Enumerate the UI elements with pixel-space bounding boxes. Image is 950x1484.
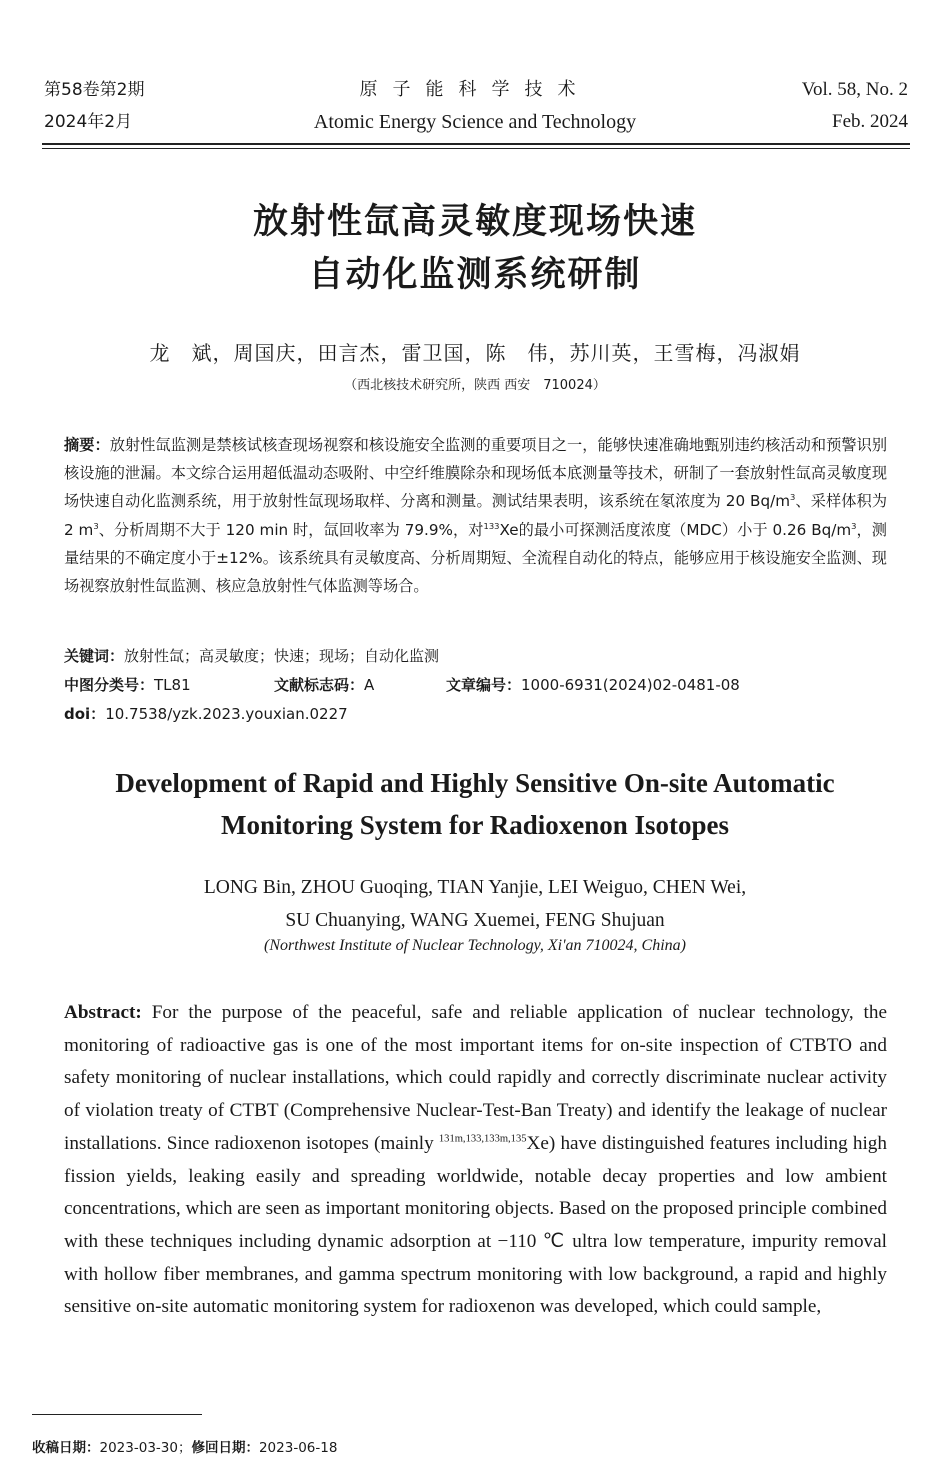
superscript: 3 xyxy=(851,520,857,531)
revised-date: 2023-06-18 xyxy=(258,1440,338,1456)
abstract-cn-text: 放射性氙监测是禁核试核查现场视察和核设施安全监测的重要项目之一，能够快速准确地甄别违约核活动和预警识别核设施的泄漏。本文综合运用超低温动态吸附、中空纤维膜除杂和现场低本底测量等技术，研制了一套放射性氙高灵敏度现场快速自动化监测系统，用于放射性氙现场取样、分离和测量。测试结果表明，该系统在氡浓度为 20 Bq/m xyxy=(64,436,888,511)
clc-label: 中图分类号： xyxy=(64,676,155,694)
abstract-en-text: Xe) have distinguished features including high fission yields, leaking easily and spreading worldwide, notable decay properties and low ambient concentrations, which are seen as important monitoring objects. Based on the proposed principle combined with these techniques including dynamic adsorption at −110 ℃ ultra low temperature, impurity removal with hollow fiber membranes, and gamma spectrum monitoring with low background, a rapid and highly sensitive on-site automatic monitoring system for radioxenon was developed, which could sample, xyxy=(64,1132,887,1318)
article-no-label: 文章编号： xyxy=(446,676,522,694)
abstract-cn-text: 、采样体积为 2 m xyxy=(64,492,888,539)
doc-code-value: A xyxy=(364,676,375,694)
abstract-cn-label: 摘要： xyxy=(64,436,110,454)
doc-code-item xyxy=(274,674,446,695)
superscript: 3 xyxy=(93,520,99,531)
superscript: 3 xyxy=(790,492,796,503)
clc-value: TL81 xyxy=(154,676,191,694)
doi-value: 10.7538/yzk.2023.youxian.0227 xyxy=(105,705,348,723)
title-cn-line2: 自动化监测系统研制 xyxy=(308,255,642,295)
abstract-cn xyxy=(64,431,887,600)
received-date: 2023-03-30 xyxy=(99,1440,178,1456)
authors-en xyxy=(0,871,950,937)
footnote xyxy=(32,1436,337,1456)
affiliation-en: (Northwest Institute of Nuclear Technology, Xi'an 710024, China) xyxy=(264,937,686,954)
doc-code-label: 文献标志码： xyxy=(274,676,365,694)
title-en-line1: Development of Rapid and Highly Sensitive On-site Automatic xyxy=(115,768,835,798)
abstract-cn-text: ，测量结果的不确定度小于±12%。该系统具有灵敏度高、分析周期短、全流程自动化的特点，能够应用于核设施安全监测、现场视察放射性氙监测、核应急放射性气体监测等场合。 xyxy=(64,520,887,596)
abstract-en xyxy=(64,997,887,1324)
title-cn-line1: 放射性氙高灵敏度现场快速 xyxy=(252,202,697,242)
doi-row xyxy=(64,703,348,724)
volume-issue-en: Vol. 58, No. 2 xyxy=(801,79,908,100)
paper-title-en xyxy=(0,762,950,846)
authors-en-line1: LONG Bin, ZHOU Guoqing, TIAN Yanjie, LEI Weiguo, CHEN Wei, xyxy=(203,877,747,898)
header-rule-thin xyxy=(42,148,910,149)
abstract-cn-text: Xe的最小可探测活度浓度（MDC）小于 0.26 Bq/m xyxy=(499,520,852,539)
article-no-item xyxy=(446,674,740,695)
volume-issue-cn: 第58卷第2期 xyxy=(44,80,145,100)
abstract-cn-text: 、分析周期不大于 120 min 时，氙回收率为 79.9%，对 xyxy=(98,520,484,539)
header-right xyxy=(802,74,908,138)
date-cn: 2024年2月 xyxy=(44,112,133,132)
keywords-cn xyxy=(64,645,439,666)
authors-en-line2: SU Chuanying, WANG Xuemei, FENG Shujuan xyxy=(285,910,665,931)
keywords-label: 关键词： xyxy=(64,647,125,665)
header-rule-thick xyxy=(42,143,910,145)
superscript: 131m,133,133m,135 xyxy=(438,1133,527,1145)
abstract-en-label: Abstract: xyxy=(64,1002,142,1023)
abstract-en-text: For the purpose of the peaceful, safe and reliable application of nuclear technology, the monitoring of radioactive gas is one of the most important items for on-site inspection of CTBTO and safety monitoring of nuclear installations, which could rapidly and correctly discriminate nuclear activity of violation treaty of CTBT (Comprehensive Nuclear-Test-Ban Treaty) and identify the leakage of nuclear installations. Since radioxenon isotopes (mainly xyxy=(64,1002,887,1154)
paper-title-cn xyxy=(0,196,950,302)
authors-cn: 龙 斌，周国庆，田言杰，雷卫国，陈 伟，苏川英，王雪梅，冯淑娟 xyxy=(149,341,801,365)
clc-item xyxy=(64,674,274,695)
title-en-line2: Monitoring System for Radioxenon Isotopes xyxy=(220,810,730,840)
classification-row xyxy=(64,674,740,695)
affiliation-cn: （西北核技术研究所，陕西 西安 710024） xyxy=(344,378,606,393)
journal-title-cn: 原子能科学技术 xyxy=(359,79,591,100)
received-label: 收稿日期： xyxy=(32,1440,100,1456)
revised-label: 修回日期： xyxy=(191,1440,259,1456)
keywords-text: 放射性氙；高灵敏度；快速；现场；自动化监测 xyxy=(124,647,440,665)
footnote-rule xyxy=(32,1414,202,1415)
journal-title-en: Atomic Energy Science and Technology xyxy=(313,111,637,133)
article-no-value: 1000-6931(2024)02-0481-08 xyxy=(521,676,740,694)
date-en: Feb. 2024 xyxy=(832,111,908,132)
footnote-separator: ； xyxy=(177,1440,192,1456)
superscript: 133 xyxy=(483,520,500,531)
doi-label: doi： xyxy=(64,705,106,723)
